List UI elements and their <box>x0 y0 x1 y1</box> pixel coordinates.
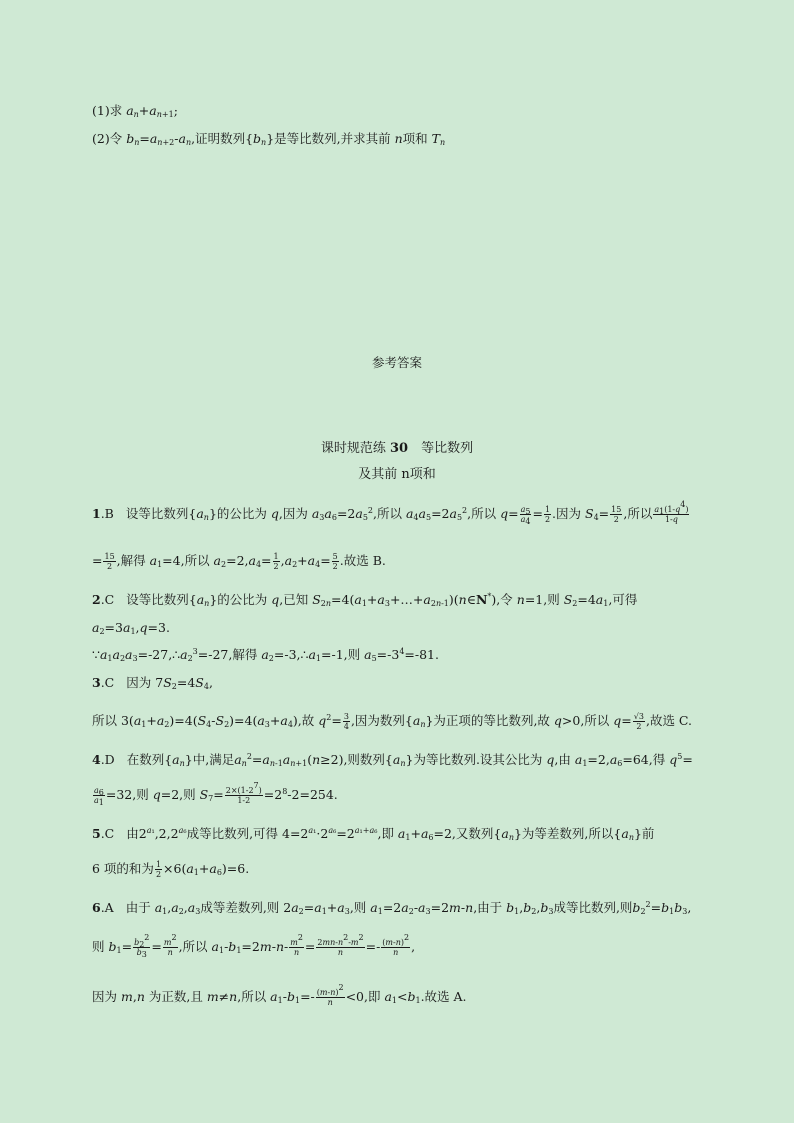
answer-4-line-2: $\frac{a_6}{a_1}$ =32,则 q=2,则 $S_7=$ $\frac{2\times(1-2^7)}{1-2}$ $=2^8-2=254$. <box>94 781 338 807</box>
answer-6-line-1: 6.A 由于 $a_1,a_2,a_3$成等差数列,则 $2a_2=a_1+a_3$,则 $a_1=2a_2-a_3=2m-n$,由于 $b_1,b_2,b_3$成等比数列,则$b_2^2=b_1b_3$, <box>92 900 692 916</box>
section-title-line-2: 及其前 n项和 <box>358 467 436 482</box>
answer-6-line-3: 因为 m,n 为正数,且 m≠n,所以 $a_1-b_1=-$ $\frac{(m-n)^2}{n}$ <0,即 $a_1<b_1$.故选 A. <box>92 983 467 1007</box>
answer-3-line-1: 3.C 因为 $7S_2=4S_4$, <box>92 675 213 691</box>
section-title-line-1: 课时规范练 30 等比数列 <box>320 441 474 456</box>
answer-2-line-3: $\because a_1a_2a_3=-27,\therefore a_2^3=-27$,解得 $a_2=-3,\therefore a_1=-1$,则 $a_5=-3^4=-81$. <box>92 647 439 663</box>
answer-1-line-1: 1.B 设等比数列$\{a_n\}$的公比为 q,因为 $a_3a_6=2a_5^2$,所以 $a_4a_5=2a_5^2$,所以 q= $\frac{a_5}{a_4}$ = $\frac{1}{2}$ .因为 $S_4=$ $\frac{15}{2}$ ,所以 $\frac{a_1(1-q^4)}{1-q}$ <box>92 500 689 526</box>
answers-heading: 参考答案 <box>371 355 422 370</box>
answer-2-line-2: $a_2=3a_1,q=3$. <box>92 620 170 636</box>
answer-1-line-2: = $\frac{15}{2}$ ,解得 $a_1=4$,所以 $a_2=2,a_4=$ $\frac{1}{2}$ $,a_2+a_4=$ $\frac{5}{2}$ .故选 B. <box>92 552 386 571</box>
problem-part-2: (2)令 $b_n=a_{n+2}-a_n$,证明数列$\{b_n\}$是等比数列,并求其前 n项和 $T_n$ <box>92 131 446 147</box>
answer-2-line-1: 2.C 设等比数列$\{a_n\}$的公比为 q,已知 $S_{2n}=4(a_1+a_3+\dots+a_{2n-1})(n\in N^*)$,令 n=1,则 $S_2=4a_1$,可得 <box>92 592 638 608</box>
answer-5-line-1: 5.C 由$2^{a_1},2,2^{a_6}$成等比数列,可得 $4=2^{a_1}\cdot 2^{a_6}=2^{a_1+a_6}$,即 $a_1+a_6=2$,又数列$\{a_n\}$为等差数列,所以$\{a_n\}$前 <box>92 826 655 842</box>
answer-5-line-2: 6 项的和为 $\frac{1}{2}$ $\times 6(a_1+a_6)=6$. <box>92 860 250 879</box>
problem-part-1: (1)求 $a_n+a_{n+1}$; <box>92 103 178 119</box>
answer-6-line-2: 则 $b_1=$ $\frac{b_2^2}{b_3}$ = $\frac{m^2}{n}$ ,所以 $a_1-b_1=2m-n-$ $\frac{m^2}{n}$ = $\frac{2mn-n^2-m^2}{n}$ =- $\frac{(m-n)^2}{n}$ , <box>92 933 416 959</box>
answer-3-line-2: 所以 $3(a_1+a_2)=4(S_4-S_2)=4(a_3+a_4)$,故 $q^2=$ $\frac{3}{4}$ ,因为数列$\{a_n\}$为正项的等比数列,故 q>0,所以 q= $\frac{√3}{2}$ ,故选 C. <box>92 712 693 731</box>
answer-4-line-1: 4.D 在数列$\{a_n\}$中,满足$a_n^2=a_{n-1}a_{n+1}(n\ge 2)$,则数列$\{a_n\}$为等比数列.设其公比为 q,由 $a_1=2,a_6=64$,得 $q^5=$ <box>92 752 693 768</box>
